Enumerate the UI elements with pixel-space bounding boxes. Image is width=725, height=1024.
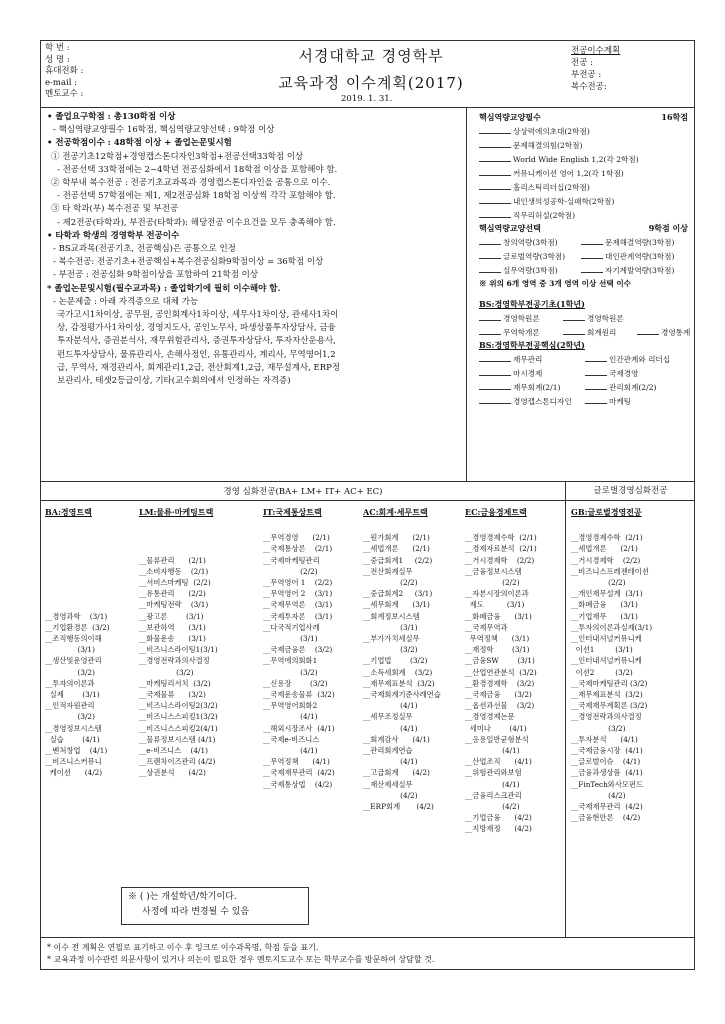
core-elective-row: 창의역량(3학점) 문제해결역량(3학점) [479,235,688,249]
core-elective-row: 실무역량(3학점) 자기계발역량(3학점) [479,263,688,277]
course-item: __인터내셔널커뮤니케 [571,634,642,644]
course-item: 이션1 (3/1) [571,645,633,655]
course-item: (2/2) [263,566,318,576]
course-item: __무역영어회화2 [263,701,318,711]
course-item: __무역영어 2 (3/1) [263,589,333,599]
curriculum-sheet [40,40,695,970]
req-line: - 논문제출 : 아래 자격증으로 대체 가능 [53,296,199,307]
course-item: __국제통상론 (2/1) [263,544,333,554]
req-line: 상, 감정평가사1차이상, 경영지도사, 공인노무사, 파생상품투자상담사, 금융 [57,323,336,334]
course-item: __재정학 (3/1) [465,645,530,655]
course-item: __화폐금융 (3/1) [465,611,532,621]
req-line: * 졸업논문및시험(필수교과목) : 졸업학기에 필히 이수해야 함. [47,283,281,294]
course-item: 실제 (3/1) [45,689,100,699]
course-item: (2/2) [571,578,626,588]
note-line-1: ※ ( )는 개설학년/학기이다. [128,892,237,902]
course-item: __비즈니스프레젠테이션 [571,566,649,576]
course-item: __신용장 (3/2) [263,678,328,688]
course-item: __소비자행동 (2/1) [139,566,209,576]
course-item: __세법개론 (2/1) [571,544,638,554]
course-item: __마케팅전략 (3/1) [139,600,209,610]
course-item: __경영과학 (3/1) [45,611,108,621]
course-item [139,543,218,554]
field-minor: 부전공 : [571,70,602,80]
course-item: __국제물류 (3/2) [139,690,206,700]
field-double-major: 복수전공: [571,82,607,92]
track-title: GB:글로벌경영전공 [571,507,642,517]
course-item: (3/2) [139,667,194,677]
course-item: __유통관리 (2/2) [139,589,206,599]
major-plan-title: 전공이수계획 [571,46,621,56]
course-item: (4/1) [363,757,418,767]
core-required-item: 상상력에의초대(2학점) [479,124,688,138]
course-item: __조직행동의이해 [45,633,102,643]
course-item: __국제e-비즈니스 [263,734,320,744]
req-line: ② 학부내 복수전공 : 전공기초교과목과 경영캡스톤디자인을 공통으로 이수. [51,178,331,189]
course-item: __투자의이론과 [45,678,95,688]
course-item: __기업법 (3/2) [363,656,428,666]
course-item: __경영경제논문 [465,712,515,722]
course-item: (4/1) [363,723,418,733]
course-item: (3/2) [45,712,95,722]
schedule-note-box [121,887,309,925]
req-line: ① 전공기초12학점+경영캡스톤디자인3학점+전공선택33학점 이상 [51,151,304,162]
course-item: (4/1) [363,701,418,711]
requirements-panel [41,107,467,481]
req-line: • 타학과 학생의 경영학부 전공이수 [47,230,180,241]
note-line-2: 사정에 따라 변경될 수 있음 [142,907,250,917]
course-item: __고급회계 (4/2) [363,768,430,778]
track-title: EC:금융경제트랙 [465,507,527,517]
course-item: __비즈니스스피킹1(3/2) [139,712,218,722]
course-item: __재무제표분석 (3/2) [571,690,643,700]
course-item: __생산및운영관리 [45,656,102,666]
page-subtitle: 교육과정 이수계획(2017) [278,74,464,92]
req-line: 국가고시1차이상, 공무원, 공인회계사1차이상, 세무사1차이상, 관세사1차이 [57,310,339,321]
course-item: (3/1) [45,645,95,655]
field-student-id: 학 번 : [45,43,70,53]
course-item: __옵션과선물 (3/2) [465,701,535,711]
course-item: __중급회계1 (2/2) [363,555,433,565]
course-item [45,532,110,543]
course-item: __e-비즈니스 (4/1) [139,746,208,756]
course-item: __금융현안론 (4/2) [571,813,641,823]
bs-core-row: 경영캡스톤디자인 마케팅 [479,394,688,408]
course-item: __산업조직 (4/1) [465,757,532,767]
course-item: __중급회계2 (3/1) [363,589,433,599]
course-item: __물류관리 (2/1) [139,555,206,565]
course-item: __무역에의회화1 [263,656,318,666]
course-item: __국제금융론 (3/2) [263,645,333,655]
course-item: __국제무역과 [465,622,508,632]
course-item: __거시경제학 (2/2) [571,555,641,565]
req-line: - 핵심역량교양필수 16학점, 핵심역량교양선택 : 9학점 이상 [53,125,275,136]
core-required-item: 직무리허설(2학점) [479,208,688,222]
course-item: __세무조정실무 [363,712,413,722]
course-item: __거시경제학 (2/2) [465,555,535,565]
course-item: 이션2 (3/2) [571,667,633,677]
course-item: (3/1) [363,622,418,632]
course-item: (2/2) [363,578,418,588]
course-item: __국제재무관리 (4/2) [571,802,643,812]
course-item [139,532,218,543]
course-item: __벤처창업 (4/1) [45,745,108,755]
advanced-major-title: 경영 심화전공(BA+ LM+ IT+ AC+ EC) [223,487,383,497]
course-item: (4/2) [571,790,626,800]
core-elective-note: ※ 위의 6개 영역 중 3개 영역 이상 선택 이수 [479,279,631,288]
track-title: IT:국제통상트랙 [263,507,322,517]
req-line: ③ 타 학과(부) 복수전공 및 부전공 [51,204,179,215]
course-item: 무역정책 (3/1) [465,634,530,644]
course-item [45,599,110,610]
tracks-area [41,499,694,937]
course-item: (3/1) [263,634,318,644]
course-item: __재산제세실무 [363,779,413,789]
course-item: __세무회계 (3/1) [363,600,430,610]
course-item: __투자의이론과실제(3/1) [571,622,653,632]
course-item: __비즈니스라이팅2(3/2) [139,701,218,711]
liberal-arts-panel [467,107,694,481]
course-item: __기업환경론 (3/2) [45,622,110,632]
footer-notes [41,937,694,971]
course-item: __무역영어 1 (2/2) [263,578,333,588]
course-item: __재무제표분석 (3/2) [363,678,435,688]
req-line: - 전공선택 33학점에는 2~4학년 전공심화에서 18학점 이상을 포함해야 함. [57,164,338,175]
course-item: (4/1) [465,779,520,789]
major-plan-fields [571,45,620,93]
course-item: __응용일반균형분석 [465,734,529,744]
course-item: __비즈니스커뮤니 [45,757,102,767]
core-required-item: 커뮤니케이션 영어 1,2(각 1학점) [479,166,688,180]
req-line: • 졸업요구학점 : 총130학점 이상 [47,112,176,122]
course-item: __국제회계기준사례연습 [363,690,441,700]
course-item: __국제마케팅관리 [263,555,320,565]
req-line: 투자분석사, 증권분석사, 재무위험관리사, 증권투자상담사, 투자자산운용사, [57,336,336,347]
course-item: __인터내셔널커뮤니케 [571,656,642,666]
course-item: __경제자료분석 (2/1) [465,544,537,554]
course-item: __개인재무설계 (3/1) [571,589,643,599]
course-item [45,555,110,566]
course-item: (4/1) [263,712,318,722]
course-item: (2/2) [465,578,520,588]
req-line: 보관리사, 테샛2등급이상, 기타(교수회의에서 인정하는 자격증) [57,376,291,387]
course-item: __서비스마케팅 (2/2) [139,577,211,587]
course-item [45,566,110,577]
course-item: __국제투자론 (3/1) [263,611,333,621]
core-required-heading: 핵심역량교양필수 16학점 [479,112,688,122]
course-item: __경영경제수학 (2/1) [571,533,643,543]
document-date: 2019. 1. 31. [341,94,393,104]
course-item: __무역정책 (4/1) [263,757,330,767]
course-item: __금융정보시스템 [465,566,522,576]
course-item: (3/2) [263,667,318,677]
course-item: __국제통상법 (4/2) [263,779,333,789]
track-ec [465,507,537,835]
global-major-title: 글로벌경영심화전공 [565,482,695,500]
course-item: __FinTech와사모펀드 [571,779,644,789]
title-block [241,45,501,93]
course-item: (4/2) [363,790,418,800]
advanced-major-heading-row [41,481,694,501]
course-item [45,588,110,599]
course-item: __국제금융 (3/2) [465,690,532,700]
course-item: __회계정보시스템 [363,611,420,621]
course-item: __금융과생상품 (4/1) [571,768,643,778]
course-item: __자본시장의이론과 [465,589,529,599]
course-item: __무역경영 (2/1) [263,533,330,543]
course-item: __화물운송 (3/1) [139,634,206,643]
course-item: (3/2) [363,645,418,655]
page-title: 서경대학교 경영학부 [298,47,444,65]
course-item: __관리회계연습 [363,746,413,756]
course-item: __국제무역론 (3/1) [263,600,333,610]
course-item: __국제재무관리 (4/2) [263,768,335,778]
course-item: (3/2) [45,667,95,677]
course-item: 세미나 (4/1) [465,723,527,733]
course-item: __금융SW (3/1) [465,656,535,666]
req-line: - 전공선택 57학점에는 제1, 제2전공심화 18학점 이상씩 각각 포함해야 함. [57,191,336,202]
course-item [45,577,110,588]
course-item: __다국적기업사례 [263,622,320,632]
course-item: __인적자원관리 [45,701,95,711]
field-major: 전공 : [571,58,593,68]
track-gb [571,507,652,823]
course-item: __국제마케팅관리 (3/2) [571,678,648,688]
field-email: e-mail : [45,77,78,88]
req-line: - 제2전공(타학과), 부전공(타학과): 해당전공 이수요건을 모두 충족해야 함. [57,217,336,228]
bs-basic-heading: BS:경영학부전공기초(1학년) [479,299,585,309]
course-item: __국제금융시장 (4/1) [571,746,643,756]
course-item: __보관하역 (3/1) [139,622,206,632]
bs-core-row: 마시경제 국제경영 [479,366,688,380]
course-item: __금융리스크관리 [465,790,522,800]
course-item: __소득세회계 (3/2) [363,667,433,677]
course-item: __경영경제수학 (2/1) [465,533,537,543]
track-title: LM:물류·마케팅트랙 [139,507,214,517]
course-item: (3/2) [571,723,626,733]
track-title: BA:경영트랙 [45,507,92,517]
track-ac [363,507,441,812]
course-item: __상권분석 (4/2) [139,768,206,778]
track-title: AC:회계·세무트랙 [363,507,428,517]
field-name: 성 명 : [45,54,70,65]
core-required-item: 홀리스틱리더십(2학점) [479,180,688,194]
course-item: __전산회계실무 [363,566,413,576]
course-item: __화폐금융 (3/1) [571,600,638,610]
course-item: (4/1) [465,746,520,756]
footer-line-2: * 교육과정 이수관련 의문사항이 있거나 의논이 필요한 경우 멘토지도교수 또는 학부교수를 방문하여 상담할 것. [47,955,435,964]
track-ba [45,507,110,779]
bs-basic-row: 무역학개론 회계원리 경영통계 [479,325,688,339]
core-required-item: 내인생의성공학-실패학(2학점) [479,194,688,208]
course-item: __국제운송물류 (3/2) [263,690,335,700]
bs-core-heading: BS:경영학부전공핵심(2학년) [479,340,585,350]
course-item: 케이션 (4/2) [45,768,103,778]
req-line: • 전공학점이수 : 48학점 이상 + 졸업논문및시험 [47,138,232,149]
course-item: __기업재무 (3/1) [571,611,638,621]
course-item: __환경경제학 (3/2) [465,678,535,688]
course-item: __회계감사 (4/1) [363,734,430,744]
student-info-fields [45,43,83,101]
course-item: __지방재정 (4/2) [465,824,532,834]
core-required-item: World Wide English 1,2(각 2학점) [479,152,688,166]
course-item: __위험관리와보험 [465,768,522,778]
course-item: __ERP회계 (4/2) [363,802,434,812]
course-item: 제도 (3/1) [465,600,525,610]
footer-line-1: * 이수 전 계획은 연필로 표기하고 이수 후 잉크로 이수과목명, 학점 등을 표기. [47,943,319,952]
track-lm [139,507,218,779]
course-item: __해외시장조사 (4/1) [263,723,335,733]
course-item: __마케팅리서치 (3/2) [139,678,211,688]
course-item: __광고론 (3/1) [139,611,204,621]
course-item: __비즈니스라이팅1(3/1) [139,645,218,655]
core-required-item: 문제해결의힘(2학점) [479,138,688,152]
course-item: __산업연관분석 (3/2) [465,667,537,677]
track-it [263,507,335,790]
bs-core-row: 재무회계(2/1) 관리회계(2/2) [479,380,688,394]
course-item: __경영정보시스템 [45,723,102,733]
course-item [45,543,110,554]
core-elective-row: 글로벌역량(3학점) 대인관계역량(3학점) [479,249,688,263]
course-item: __투자분석 (4/1) [571,734,638,744]
course-item: __국제재무계획론 (3/2) [571,701,648,711]
course-item: __세법개론 (2/1) [363,544,430,554]
bs-basic-row: 경영학원론 경영학원론 [479,311,688,325]
course-item: __글로벌이슈 (4/1) [571,757,641,767]
req-line: 펀드투자상담사, 물류관리사, 손해사정인, 유통관리사, 계리사, 무역영어1,2 [57,349,336,360]
course-item: (4/1) [263,746,318,756]
course-item: __경영전략과의사결정 [571,712,642,722]
course-item: __경영전략과의사결정 [139,656,210,666]
course-item: (4/2) [465,802,520,812]
req-line: - 복수전공: 전공기초+전공핵심+복수전공심화9학점이상 = 36학점 이상 [53,257,324,268]
course-item: __부가가치세실무 [363,634,420,644]
req-line: - 부전공 : 전공심화 9학점이상을 포함하여 21학점 이상 [53,270,259,281]
req-line: 급, 무역사, 재경관리사, 회계관리1,2급, 전산회계1,2급, 재무설계사, ERP정 [57,362,341,373]
course-item: __비즈니스스피킹2(4/1) [139,723,218,733]
core-elective-heading: 핵심역량교양선택 9학점 이상 [479,223,688,233]
field-phone: 휴대전화 : [45,66,84,76]
course-item: __물류정보시스템 (4/1) [139,734,216,744]
course-item: __프랜차이즈관리 (4/2) [139,757,216,767]
course-item: __기업금융 (4/2) [465,813,532,823]
course-item: __원가회계 (2/1) [363,533,430,543]
header [41,41,694,108]
req-line: - BS교과목(전공기초, 전공핵심)은 공통으로 인정 [53,244,236,255]
course-item: 실습 (4/1) [45,734,100,744]
bs-core-row: 재무관리 인간관계와 리더십 [479,352,688,366]
field-mentor: 멘토교수 : [45,89,84,99]
